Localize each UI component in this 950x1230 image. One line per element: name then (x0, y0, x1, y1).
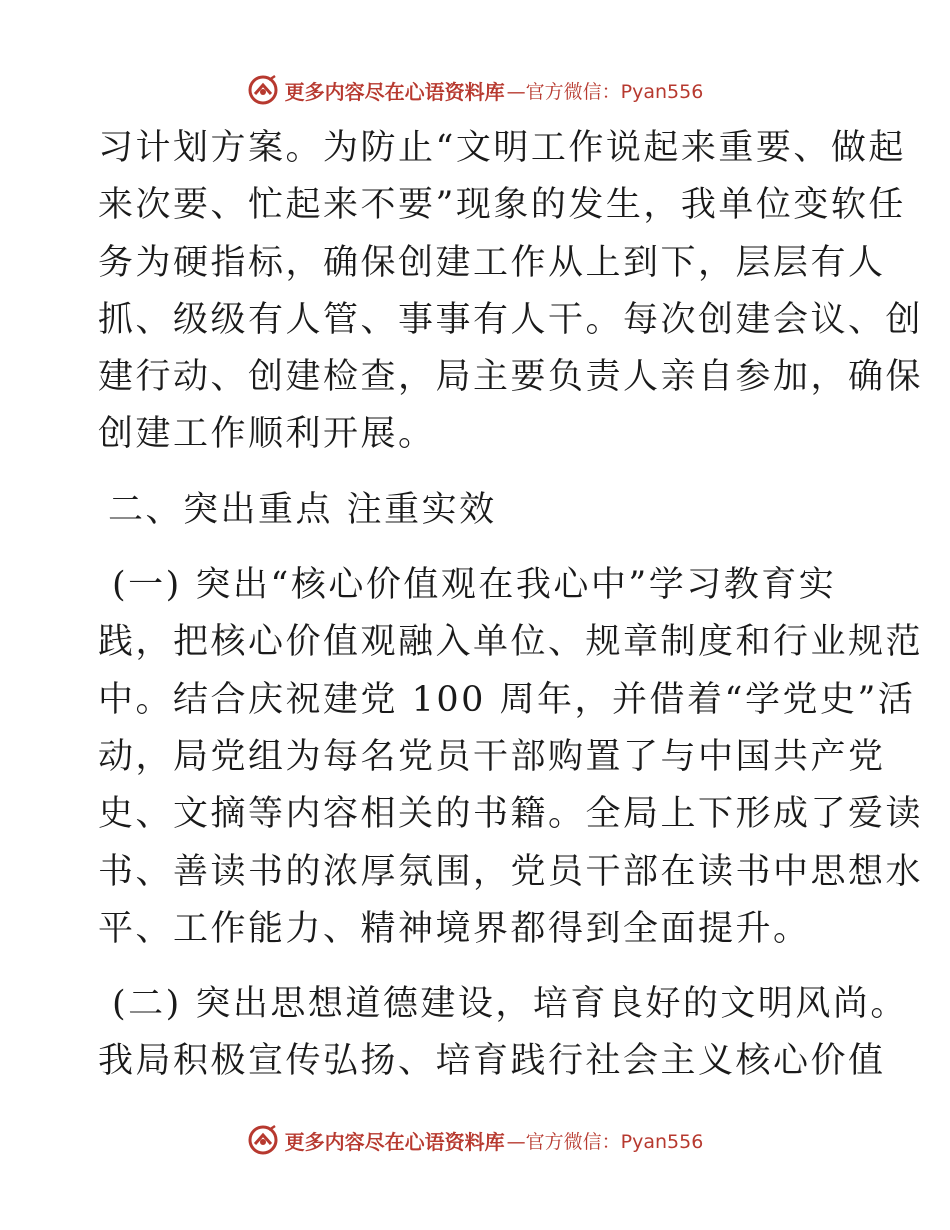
paragraph-line: 史、文摘等内容相关的书籍。全局上下形成了爱读 (98, 794, 924, 835)
paragraph-line: 创建工作顺利开展。 (98, 414, 436, 455)
paragraph-line: 我局积极宣传弘扬、培育践行社会主义核心价值 (98, 1041, 886, 1082)
book-logo-icon (247, 1124, 279, 1156)
section-heading: 二、突出重点 注重实效 (108, 489, 497, 530)
paragraph-line: 动，局党组为每名党员干部购置了与中国共产党 (98, 736, 886, 777)
paragraph-line: 抓、级级有人管、事事有人干。每次创建会议、创 (98, 299, 924, 340)
document-body (98, 120, 924, 1091)
banner-sub-text: —官方微信：Pyan556 (506, 80, 704, 103)
paragraph-line: 中。结合庆祝建党 100 周年，并借着“学党史”活 (98, 679, 916, 720)
paragraph-line: 践，把核心价值观融入单位、规章制度和行业规范 (98, 622, 924, 663)
paragraph-line: 书、善读书的浓厚氛围，党员干部在读书中思想水 (98, 851, 924, 892)
banner-sub-text: —官方微信：Pyan556 (506, 1130, 704, 1153)
footer-banner (0, 1120, 950, 1160)
paragraph-line: 建行动、创建检查，局主要负责人亲自参加，确保 (98, 357, 924, 398)
paragraph-line: (二) 突出思想道德建设，培育良好的文明风尚。 (112, 984, 908, 1025)
paragraph-line: 务为硬指标，确保创建工作从上到下，层层有人 (98, 242, 886, 283)
banner-main-text: 更多内容尽在心语资料库 (284, 1129, 505, 1154)
paragraph-line: 平、工作能力、精神境界都得到全面提升。 (98, 908, 811, 949)
book-logo-icon (247, 74, 279, 106)
banner-main-text: 更多内容尽在心语资料库 (284, 79, 505, 104)
paragraph-line: 习计划方案。为防止“文明工作说起来重要、做起 (98, 128, 906, 168)
paragraph-line: 来次要、忙起来不要”现象的发生，我单位变软任 (98, 185, 906, 226)
paragraph-line: (一) 突出“核心价值观在我心中”学习教育实 (112, 565, 837, 606)
header-banner (0, 70, 950, 110)
